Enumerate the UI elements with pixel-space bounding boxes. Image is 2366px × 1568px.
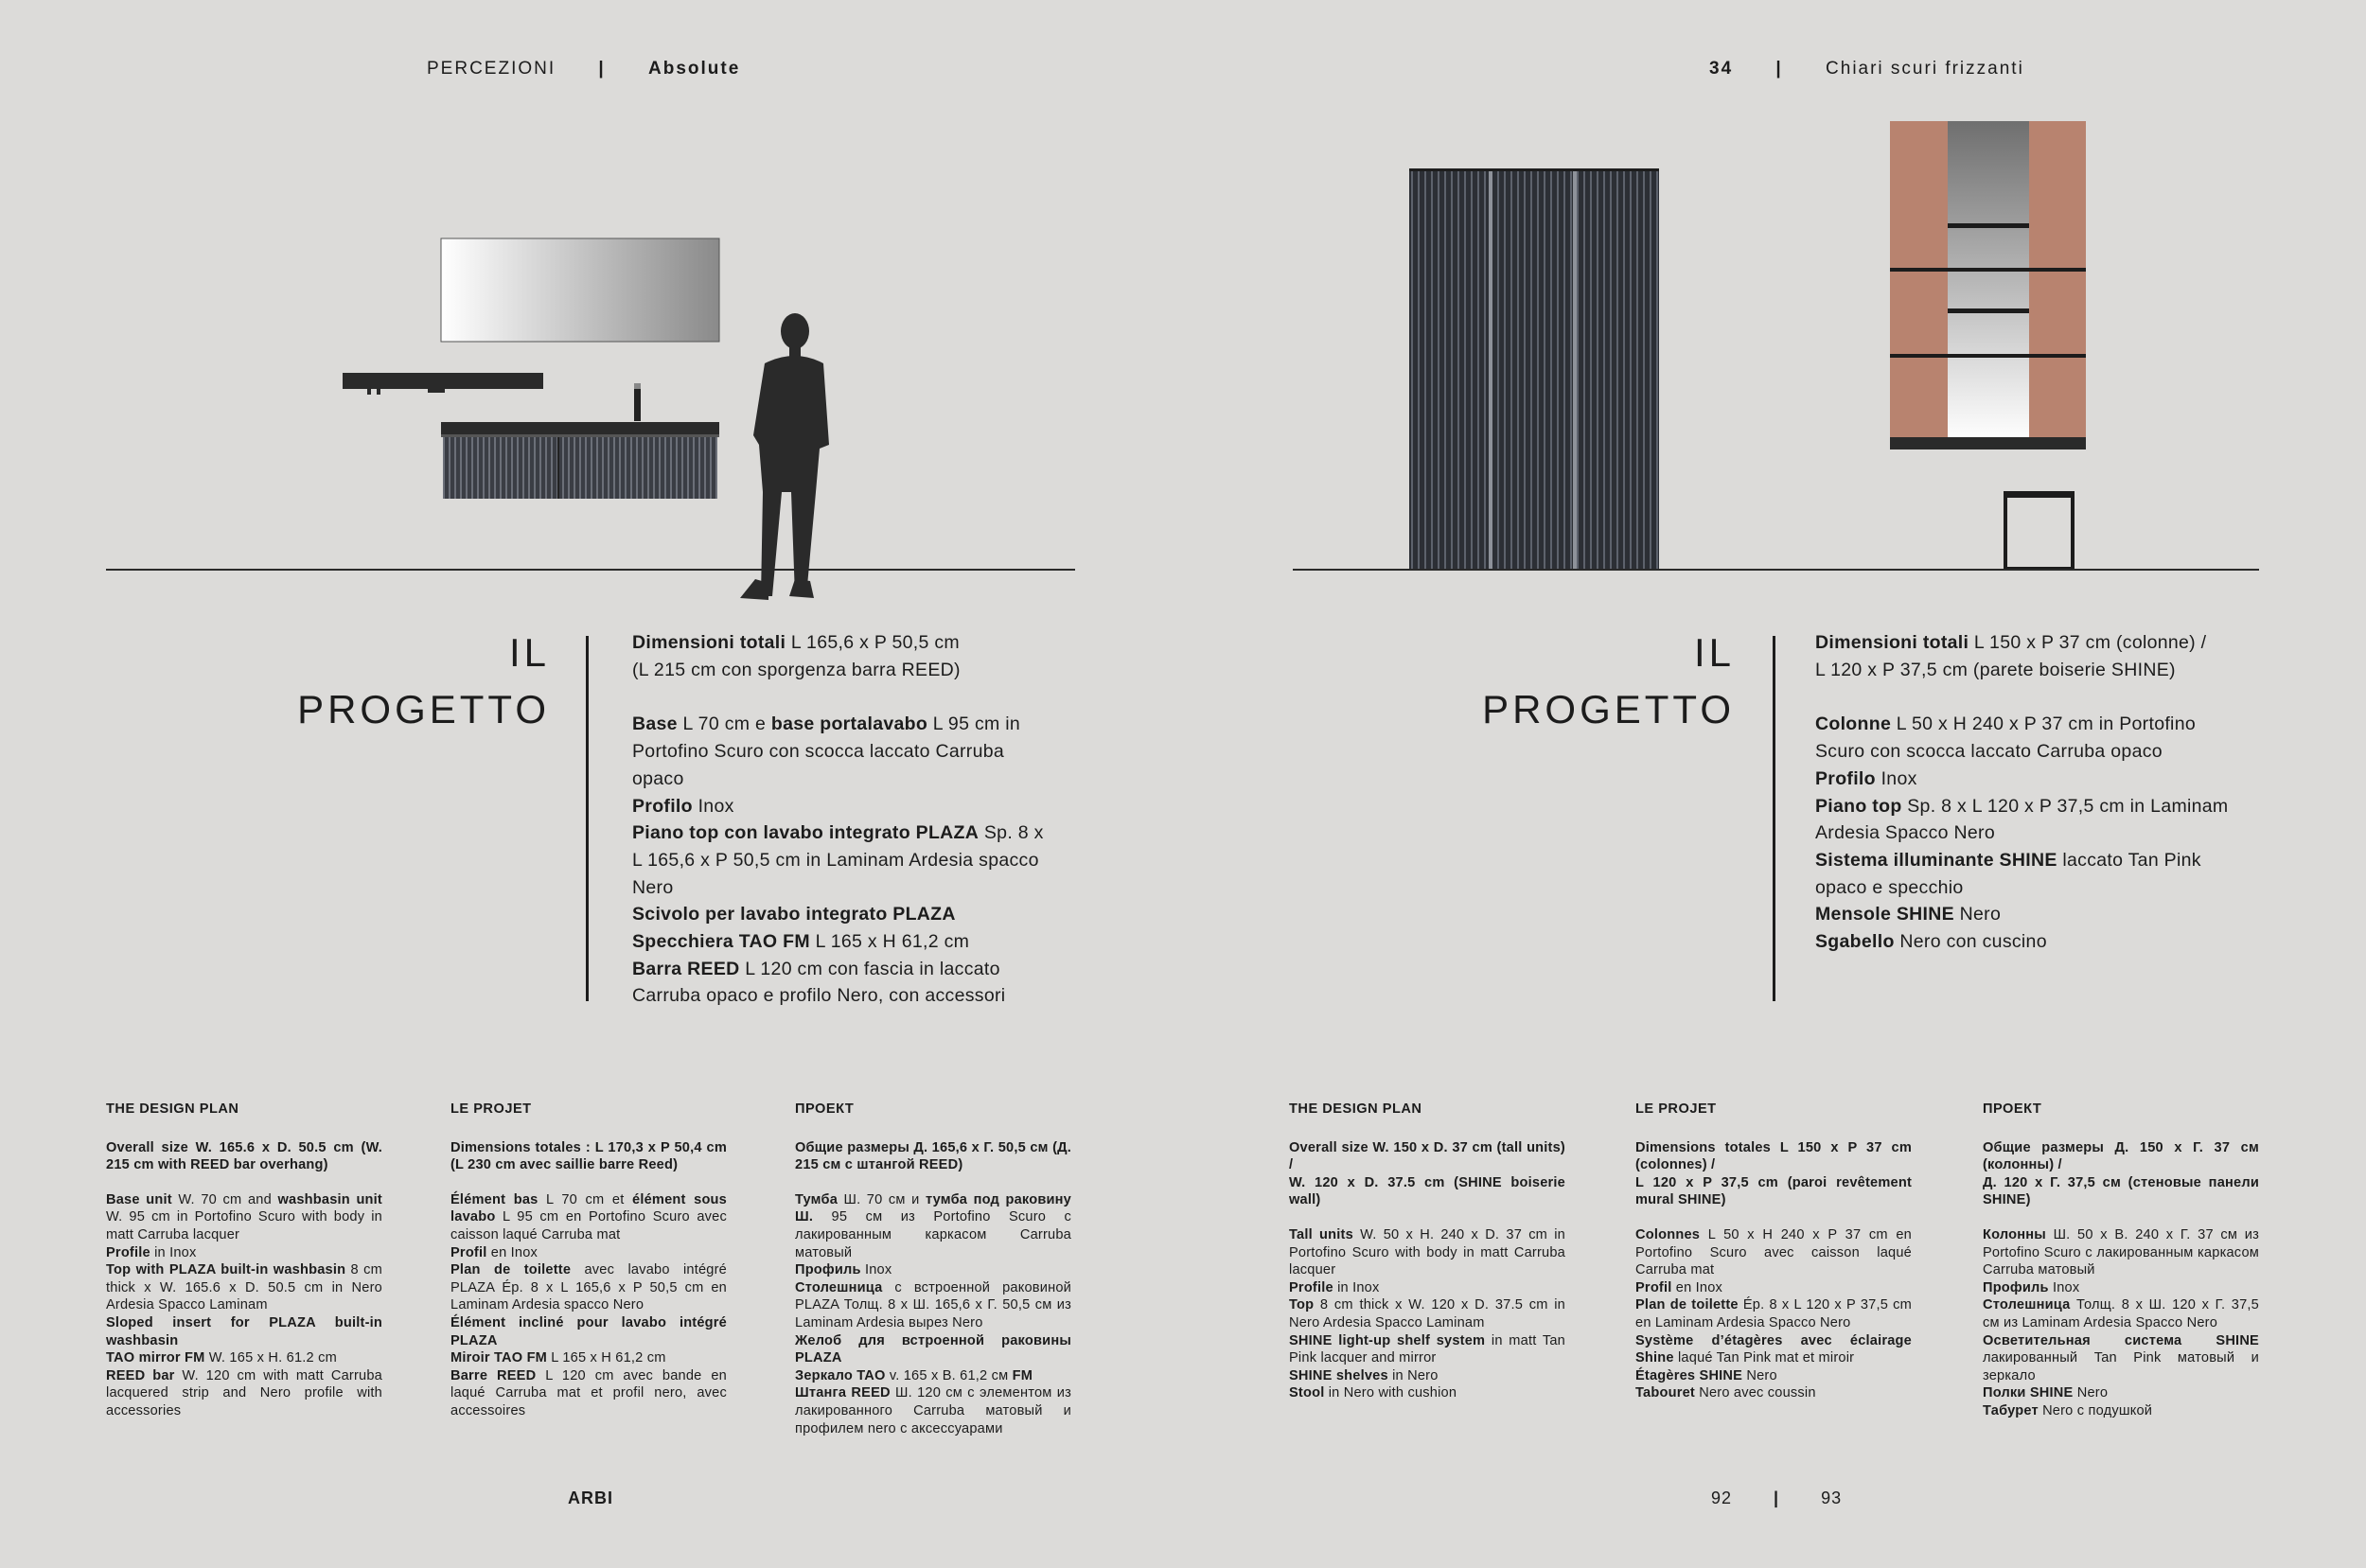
project-description [632, 629, 1077, 1010]
column-paragraph: Système d’étagères avec éclairage Shine laqué Tan Pink mat et miroir [1635, 1332, 1912, 1366]
column-paragraph: Overall size W. 165.6 x D. 50.5 cm (W. 215 cm with REED bar overhang) [106, 1139, 382, 1173]
column-paragraph: SHINE shelves in Nero [1289, 1367, 1439, 1383]
description-line: Sistema illuminante SHINE laccato Tan Pink [1815, 849, 2201, 871]
header-section: PERCEZIONI [427, 59, 556, 79]
person-silhouette [740, 313, 829, 600]
plaza-top [441, 422, 719, 436]
column-paragraph: Желоб для встроенной раковины PLAZA [795, 1332, 1071, 1366]
project-description [1815, 629, 2260, 956]
tao-mirror [441, 238, 719, 342]
header-chapter-title: Chiari scuri frizzanti [1826, 59, 2024, 79]
column-paragraph: Colonnes L 50 x H 240 x P 37 cm en Portofino Scuro avec caisson laqué Carruba mat [1635, 1226, 1912, 1278]
column-paragraph: Тумба Ш. 70 см и тумба под раковину Ш. 95 см из Portofino Scuro с лакированным каркасом Carruba матовый [795, 1191, 1071, 1260]
column-paragraph: Tabouret Nero avec coussin [1635, 1385, 1816, 1401]
column-paragraph: Общие размеры Д. 165,6 х Г. 50,5 см (Д. 215 см с штангой REED) [795, 1139, 1071, 1173]
column-paragraph: Barre REED L 120 cm avec bande en laqué Carruba mat et profil nero, avec accessoires [450, 1367, 728, 1418]
description-line: L 165,6 x P 50,5 cm in Laminam Ardesia spacco [632, 849, 1039, 871]
washbasin-tap [634, 385, 641, 421]
column-paragraph: Dimensions totales L 150 x P 37 cm (colonnes) / [1635, 1139, 1912, 1173]
column-paragraph: Sloped insert for PLAZA built-in washbasin [106, 1314, 382, 1348]
description-line: Piano top Sp. 8 x L 120 x P 37,5 cm in Laminam [1815, 795, 2229, 817]
description-line: Profilo Inox [1815, 767, 1917, 789]
column-paragraph: Élément incliné pour lavabo intégré PLAZA [450, 1314, 727, 1348]
description-line: Sgabello Nero con cuscino [1815, 931, 2047, 953]
column-heading: LE PROJET [450, 1101, 532, 1117]
column-paragraph: Base unit W. 70 cm and washbasin unit W. 95 cm in Portofino Scuro with body in matt Carruba lacquer [106, 1191, 382, 1242]
header-separator: | [1775, 59, 1783, 79]
shine-shelf [1890, 354, 2086, 358]
description-line: L 120 x P 37,5 cm (parete boiserie SHINE) [1815, 659, 2176, 680]
translation-column-ru [795, 1101, 1071, 1437]
column-paragraph: W. 120 x D. 37.5 cm (SHINE boiserie wall) [1289, 1174, 1565, 1208]
description-line: Profilo Inox [632, 795, 734, 817]
column-paragraph: Столешница Толщ. 8 х Ш. 120 х Г. 37,5 см из Laminam Ardesia Spacco Nero [1983, 1297, 2259, 1330]
translation-column-ru [1983, 1101, 2259, 1420]
description-line: Nero [632, 876, 674, 898]
column-paragraph: Зеркало TAO v. 165 x В. 61,2 см FM [795, 1367, 1033, 1383]
divider-line [1773, 636, 1775, 1001]
page-number-right: 93 [1821, 1489, 1843, 1507]
description-line: Ardesia Spacco Nero [1815, 822, 1995, 844]
column-heading: ПРОЕКТ [1983, 1101, 2042, 1117]
column-paragraph: Dimensions totales : L 170,3 x P 50,4 cm (L 230 cm avec saillie barre Reed) [450, 1139, 727, 1173]
bathroom-composition-drawing [0, 0, 1183, 625]
page-number-left: 92 [1711, 1489, 1733, 1507]
column-paragraph: Élément bas L 70 cm et élément sous lavabo L 95 cm en Portofino Scuro avec caisson laqué Carruba mat [450, 1191, 727, 1242]
column-paragraph: Профиль Inox [1983, 1279, 2080, 1295]
column-paragraph: Plan de toilette avec lavabo intégré PLAZA Ép. 8 x L 165,6 x P 50,5 cm en Laminam Ardesia spacco Nero [450, 1262, 727, 1313]
column-paragraph: TAO mirror FM W. 165 x H. 61.2 cm [106, 1350, 337, 1366]
column-paragraph: Д. 120 х Г. 37,5 см (стеновые панели SHINE) [1983, 1174, 2259, 1208]
description-line: Portofino Scuro con scocca laccato Carruba [632, 741, 1005, 763]
footer-page-numbers: 92 | 93 [1711, 1489, 1843, 1507]
stool [2005, 493, 2073, 569]
column-paragraph: Колонны Ш. 50 х В. 240 х Г. 37 см из Portofino Scuro с лакированным каркасом Carruba матовый [1983, 1226, 2259, 1278]
description-line: Scivolo per lavabo integrato PLAZA [632, 904, 956, 925]
column-paragraph: Profile in Inox [106, 1244, 197, 1260]
column-heading: ПРОЕКТ [795, 1101, 855, 1117]
column-paragraph: Штанга REED Ш. 120 см с элементом из лакированного Carruba матовый и профилем nero с аксессуарами [795, 1385, 1071, 1436]
shine-shelf [1948, 223, 2029, 228]
shine-shelf [1948, 308, 2029, 313]
column-paragraph: Miroir TAO FM L 165 x H 61,2 cm [450, 1350, 666, 1366]
description-line: Piano top con lavabo integrato PLAZA Sp. 8 x [632, 822, 1044, 844]
translation-column-fr [450, 1101, 727, 1420]
column-heading: THE DESIGN PLAN [106, 1101, 239, 1117]
column-paragraph: L 120 x P 37,5 cm (paroi revêtement mural SHINE) [1635, 1174, 1912, 1208]
reed-bar [343, 373, 543, 389]
project-title: IL PROGETTO [1482, 630, 1735, 731]
column-paragraph: Столешница с встроенной раковиной PLAZA Толщ. 8 х Ш. 165,6 х Г. 50,5 см из Laminam Ardesia вырез Nero [795, 1279, 1071, 1330]
tall-units [1409, 170, 1659, 569]
description-line: Scuro con scocca laccato Carruba opaco [1815, 741, 2163, 763]
column-paragraph: Профиль Inox [795, 1262, 892, 1278]
column-paragraph: Общие размеры Д. 150 х Г. 37 см (колонны) / [1983, 1139, 2259, 1173]
floor-line [1293, 569, 2259, 571]
translation-column-en [106, 1101, 382, 1420]
column-paragraph: REED bar W. 120 cm with matt Carruba lacquered strip and Nero profile with accessories [106, 1367, 382, 1418]
project-title: IL PROGETTO [297, 630, 550, 731]
base-units [443, 436, 717, 499]
shine-shelf [1890, 268, 2086, 272]
column-paragraph: Plan de toilette Ép. 8 x L 120 x P 37,5 cm en Laminam Ardesia Spacco Nero [1635, 1297, 1912, 1330]
column-paragraph: Tall units W. 50 x H. 240 x D. 37 cm in Portofino Scuro with body in matt Carruba lacquer [1289, 1226, 1565, 1278]
description-line: Colonne L 50 x H 240 x P 37 cm in Portofino [1815, 714, 2196, 735]
description-line: opaco e specchio [1815, 876, 1964, 898]
column-heading: LE PROJET [1635, 1101, 1717, 1117]
column-paragraph: Полки SHINE Nero [1983, 1385, 2109, 1401]
description-line: opaco [632, 767, 684, 789]
column-paragraph: Overall size W. 150 x D. 37 cm (tall units) / [1289, 1139, 1565, 1173]
divider-line [586, 636, 589, 1001]
column-heading: THE DESIGN PLAN [1289, 1101, 1422, 1117]
shine-mirror [1948, 121, 2029, 441]
floor-line [106, 569, 1075, 571]
translation-column-en [1289, 1101, 1565, 1402]
header-title: Absolute [648, 59, 741, 79]
column-paragraph: Profil en Inox [450, 1244, 539, 1260]
description-line: Mensole SHINE Nero [1815, 904, 2002, 925]
column-paragraph: Étagères SHINE Nero [1635, 1367, 1777, 1383]
column-paragraph: Top with PLAZA built-in washbasin 8 cm thick x W. 165.6 x D. 50.5 cm in Nero Ardesia Spacco Laminam [106, 1262, 383, 1313]
tall-units-composition-drawing [1183, 0, 2366, 625]
description-line: Dimensioni totali L 165,6 x P 50,5 cm [632, 632, 960, 653]
description-line: Carruba opaco e profilo Nero, con accessori [632, 985, 1006, 1007]
translation-column-fr [1635, 1101, 1912, 1402]
column-paragraph: Осветительная система SHINE лакированный Tan Pink матовый и зеркало [1983, 1332, 2259, 1383]
description-line: Specchiera TAO FM L 165 x H 61,2 cm [632, 931, 970, 953]
shine-top [1890, 437, 2086, 449]
column-paragraph: Табурет Nero с подушкой [1983, 1402, 2153, 1418]
description-line: Base L 70 cm e base portalavabo L 95 cm in [632, 714, 1021, 735]
column-paragraph: Profil en Inox [1635, 1279, 1723, 1295]
description-line: (L 215 cm con sporgenza barra REED) [632, 659, 961, 680]
column-paragraph: Stool in Nero with cushion [1289, 1385, 1457, 1401]
description-line: Barra REED L 120 cm con fascia in laccato [632, 958, 1000, 979]
column-paragraph: Top 8 cm thick x W. 120 x D. 37.5 cm in Nero Ardesia Spacco Laminam [1289, 1297, 1565, 1330]
footer-brand: ARBI [568, 1489, 613, 1507]
header-page-number: 34 [1709, 59, 1734, 79]
column-paragraph: SHINE light-up shelf system in matt Tan Pink lacquer and mirror [1289, 1332, 1565, 1366]
column-paragraph: Profile in Inox [1289, 1279, 1380, 1295]
description-line: Dimensioni totali L 150 x P 37 cm (colonne) / [1815, 632, 2207, 653]
header-separator: | [598, 59, 606, 79]
